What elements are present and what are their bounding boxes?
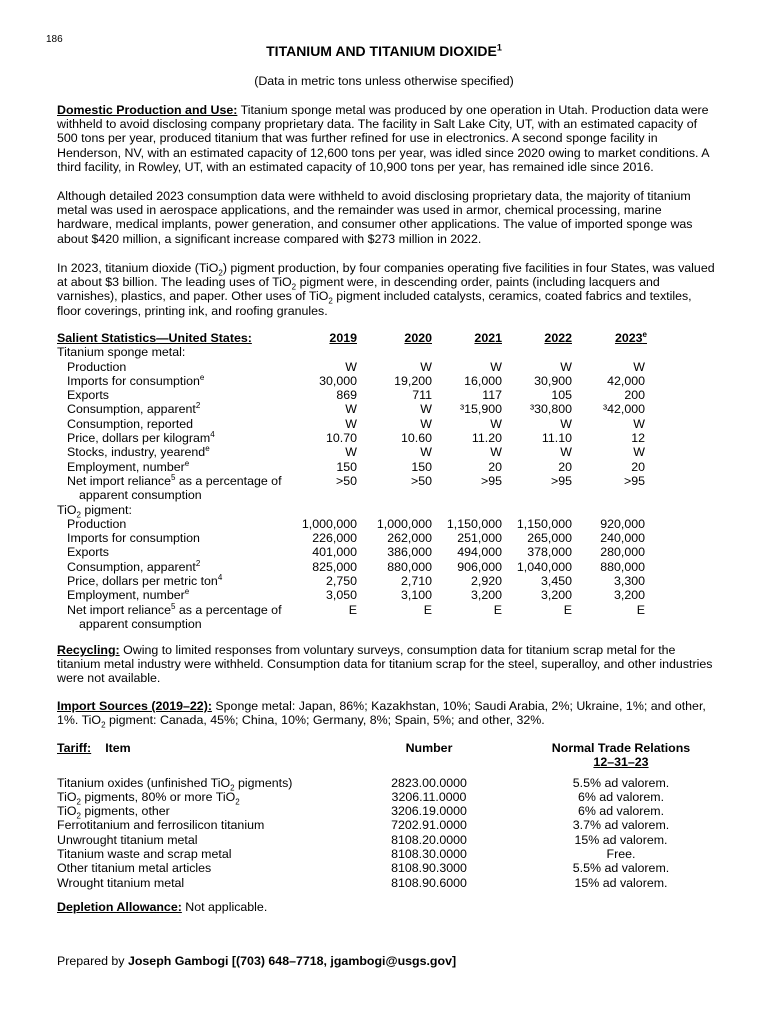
- stat-value: >95: [623, 473, 645, 488]
- tariff-rate: 6% ad valorem.: [577, 789, 665, 804]
- stats-row: [57, 402, 717, 416]
- stat-value: >50: [335, 473, 357, 488]
- stat-value: 150: [411, 459, 432, 474]
- row-label: Consumption, apparent$^2$: [67, 401, 201, 417]
- row-label: Employment, number$^e$: [67, 458, 190, 474]
- stat-value: W: [345, 402, 357, 417]
- salient-statistics-table: [57, 331, 717, 631]
- tariff-number: 8108.20.0000: [391, 832, 467, 847]
- stats-row: [57, 502, 717, 520]
- tariff-row: [57, 804, 717, 821]
- stat-value: 906,000: [457, 559, 502, 574]
- prepared-by: Prepared by Joseph Gambogi [(703) 648–7718, jgambogi@usgs.gov]: [57, 954, 457, 968]
- row-label: Consumption, apparent$^2$: [67, 558, 201, 574]
- stat-value: E: [563, 602, 572, 617]
- stat-value: 920,000: [600, 516, 645, 531]
- stat-value: 117: [482, 388, 502, 403]
- stat-value: ³30,800: [529, 402, 572, 417]
- tariff-rate: 15% ad valorem.: [574, 832, 668, 847]
- tariff-number: 8108.90.3000: [391, 861, 467, 876]
- stat-value: 2,710: [400, 574, 432, 589]
- stat-value: 251,000: [457, 531, 502, 546]
- row-label: Imports for consumption: [67, 531, 200, 546]
- stat-value: 1,040,000: [516, 559, 572, 574]
- stat-value: W: [420, 445, 432, 460]
- stats-row: [57, 531, 717, 545]
- domestic-paragraph-3: In 2023, titanium dioxide (TiO$_2$) pigment production, by four companies operating five facilities in four States, was valued at about $3 billion. The leading uses of TiO$_2$ pigment were, in descending order, paints (including lacquers and varnishes), plastics, and paper. Other uses of TiO$_2$ pigment included catalysts, ceramics, coated fabrics and textiles, floor coverings, printing ink, and roofing granules.: [57, 261, 715, 318]
- stat-value: W: [633, 445, 645, 460]
- depletion-paragraph: Depletion Allowance: Not applicable.: [57, 900, 268, 914]
- stat-value: 30,900: [534, 373, 572, 388]
- tariff-rate: 6% ad valorem.: [577, 804, 665, 819]
- tariff-number: 3206.19.0000: [391, 804, 467, 819]
- stat-value: 3,200: [613, 588, 645, 603]
- stats-row: [57, 431, 717, 445]
- stat-value: 20: [488, 459, 502, 474]
- stats-row: [57, 417, 717, 431]
- stat-value: 10.60: [400, 431, 432, 446]
- stats-row: [57, 474, 717, 488]
- stat-value: 1,000,000: [301, 516, 357, 531]
- tariff-rate: 5.5% ad valorem.: [572, 861, 670, 876]
- tariff-rate: 3.7% ad valorem.: [572, 818, 670, 833]
- stat-value: W: [420, 416, 432, 431]
- row-label: Production: [67, 359, 127, 374]
- year-header: 2020: [404, 331, 432, 345]
- stat-value: 711: [412, 388, 432, 403]
- tariff-heading: Tariff: Item: [57, 741, 131, 755]
- tariff-rate: Free.: [606, 847, 636, 862]
- stat-value: 1,150,000: [516, 516, 572, 531]
- stats-heading: Salient Statistics—United States:: [57, 331, 252, 345]
- stat-value: W: [345, 416, 357, 431]
- stat-value: 30,000: [319, 373, 357, 388]
- stat-value: 386,000: [387, 545, 432, 560]
- tariff-rate: 5.5% ad valorem.: [572, 775, 670, 790]
- stat-value: E: [348, 602, 357, 617]
- tariff-col-date: 12–31–23: [593, 755, 649, 770]
- stat-value: W: [490, 359, 502, 374]
- year-header: 2021: [474, 331, 502, 345]
- tariff-rate: 15% ad valorem.: [574, 875, 668, 890]
- tariff-item: Titanium oxides (unfinished TiO$_2$ pigments): [57, 775, 293, 793]
- year-header: 2022: [544, 331, 572, 345]
- stat-value: 880,000: [600, 559, 645, 574]
- stats-row: [57, 388, 717, 402]
- tariff-col-number: Number: [405, 741, 453, 755]
- tariff-number: 8108.30.0000: [391, 847, 467, 862]
- stat-value: 825,000: [312, 559, 357, 574]
- stat-value: W: [490, 445, 502, 460]
- stat-value: 378,000: [527, 545, 572, 560]
- tariff-row: [57, 847, 717, 861]
- stat-value: 401,000: [312, 545, 357, 560]
- stat-value: 3,050: [325, 588, 357, 603]
- tariff-row: [57, 775, 717, 793]
- tariff-item: TiO$_2$ pigments, 80% or more TiO$_2$: [57, 789, 240, 807]
- stat-value: >95: [480, 473, 502, 488]
- tariff-table: [57, 741, 717, 890]
- stat-value: W: [345, 359, 357, 374]
- stat-value: 150: [336, 459, 357, 474]
- stat-value: W: [490, 416, 502, 431]
- row-label: Price, dollars per kilogram$^4$: [67, 429, 215, 446]
- tariff-item: Ferrotitanium and ferrosilicon titanium: [57, 818, 265, 833]
- tariff-row: [57, 818, 717, 832]
- stat-value: 880,000: [387, 559, 432, 574]
- stat-value: W: [345, 445, 357, 460]
- stats-row: [57, 517, 717, 531]
- stat-value: 200: [624, 388, 645, 403]
- stats-row: [57, 445, 717, 459]
- row-label: Production: [67, 516, 127, 531]
- stats-row: [57, 574, 717, 588]
- tariff-number: 2823.00.0000: [391, 775, 467, 790]
- row-label: Consumption, reported: [67, 416, 194, 431]
- stat-value: W: [633, 359, 645, 374]
- stat-value: >95: [550, 473, 572, 488]
- stats-row: [57, 360, 717, 374]
- tariff-header-row: [57, 741, 717, 755]
- stat-value: E: [423, 602, 432, 617]
- stat-value: 10.70: [325, 431, 357, 446]
- tariff-col-ntr: Normal Trade Relations: [551, 741, 691, 755]
- row-label: Imports for consumption$^e$: [67, 372, 205, 388]
- stat-value: 11.20: [471, 431, 502, 446]
- stats-row: [57, 560, 717, 574]
- stat-value: 3,300: [613, 574, 645, 589]
- stat-value: E: [493, 602, 502, 617]
- stat-value: W: [420, 402, 432, 417]
- row-label: Exports: [67, 388, 110, 403]
- stat-value: 1,000,000: [376, 516, 432, 531]
- tariff-item: TiO$_2$ pigments, other: [57, 804, 170, 821]
- stats-row: [57, 617, 717, 631]
- stat-value: W: [560, 359, 572, 374]
- stat-value: 3,200: [540, 588, 572, 603]
- stat-value: 105: [551, 388, 572, 403]
- stat-value: 11.10: [541, 431, 572, 446]
- row-label: Price, dollars per metric ton$^4$: [67, 572, 223, 589]
- row-label: Stocks, industry, yearend$^e$: [67, 444, 210, 460]
- stat-value: W: [560, 416, 572, 431]
- stat-value: 3,100: [400, 588, 432, 603]
- stats-row: [57, 460, 717, 474]
- page-number: 186: [46, 34, 63, 45]
- row-label-continued: apparent consumption: [79, 488, 202, 503]
- tariff-row: [57, 876, 717, 890]
- stat-value: 16,000: [464, 373, 502, 388]
- stat-value: 1,150,000: [446, 516, 502, 531]
- row-label: Employment, number$^e$: [67, 587, 190, 603]
- domestic-paragraph-2: Although detailed 2023 consumption data were withheld to avoid disclosing proprietary data, the majority of titanium metal was used in aerospace applications, and the remainder was used in armor, chemical processing, marine hardware, medical implants, power generation, and consumer other applications. The value of imported sponge was about $420 million, a significant increase compared with $273 million in 2022.: [57, 189, 693, 246]
- row-label: Net import reliance$^5$ as a percentage of: [67, 472, 282, 488]
- tariff-row: [57, 789, 717, 807]
- stat-value: 2,750: [325, 574, 357, 589]
- stat-value: 226,000: [312, 531, 357, 546]
- stat-value: 19,200: [394, 373, 432, 388]
- stat-value: 280,000: [600, 545, 645, 560]
- stats-row: [57, 345, 717, 359]
- stat-value: 869: [336, 388, 357, 403]
- section-heading: Titanium sponge metal:: [57, 345, 186, 360]
- stats-row: [57, 331, 717, 345]
- tariff-item: Wrought titanium metal: [57, 875, 185, 890]
- stat-value: 20: [558, 459, 572, 474]
- domestic-paragraph-1: Domestic Production and Use: Titanium sponge metal was produced by one operation in Utah. Production data were withheld to avoid disclosing company proprietary data. The facility in Salt Lake City, UT, with an estimated capacity of 500 tons per year, produced titanium that was further refined for use in electronics. A second sponge facility in Henderson, NV, with an estimated capacity of 12,600 tons per year, was idled since 2020 owing to market conditions. A third facility, in Rowley, UT, with an estimated capacity of 10,900 tons per year, has remained idle since 2016.: [57, 103, 709, 174]
- stat-value: ³15,900: [459, 402, 502, 417]
- page-title: TITANIUM AND TITANIUM DIOXIDE$^1$: [266, 42, 502, 59]
- stat-value: 42,000: [607, 373, 645, 388]
- row-label: Exports: [67, 545, 110, 560]
- tariff-row: [57, 833, 717, 847]
- stats-row: [57, 545, 717, 559]
- stat-value: W: [560, 445, 572, 460]
- stat-value: 240,000: [600, 531, 645, 546]
- tariff-number: 3206.11.0000: [391, 789, 467, 804]
- import-sources-paragraph: Import Sources (2019–22): Sponge metal: Japan, 86%; Kazakhstan, 10%; Saudi Arabia, 2%; Ukraine, 1%; and other, 1%. TiO$_2$ pigment: Canada, 45%; China, 10%; Germany, 8%; Spain, 5%; and other, 32%.: [57, 699, 706, 730]
- stat-value: 12: [631, 431, 645, 446]
- year-header: 2023e: [614, 329, 647, 345]
- stats-row: [57, 374, 717, 388]
- row-label: Net import reliance$^5$ as a percentage of: [67, 601, 282, 617]
- section-heading: TiO$_2$ pigment:: [57, 502, 132, 520]
- stat-value: 265,000: [527, 531, 572, 546]
- tariff-number: 8108.90.6000: [391, 875, 467, 890]
- stat-value: W: [420, 359, 432, 374]
- stat-value: 262,000: [387, 531, 432, 546]
- stat-value: W: [633, 416, 645, 431]
- stats-row: [57, 488, 717, 502]
- recycling-paragraph: Recycling: Owing to limited responses from voluntary surveys, consumption data for titanium scrap metal for the titanium metal industry were withheld. Consumption data for titanium scrap for the steel, superalloy, and other industries were not available.: [57, 643, 713, 686]
- stat-value: ³42,000: [602, 402, 645, 417]
- year-header: 2019: [329, 331, 357, 345]
- stats-row: [57, 603, 717, 617]
- stat-value: 20: [631, 459, 645, 474]
- stat-value: >50: [410, 473, 432, 488]
- tariff-item: Other titanium metal articles: [57, 861, 212, 876]
- tariff-number: 7202.91.0000: [391, 818, 467, 833]
- page-subtitle: (Data in metric tons unless otherwise specified): [254, 74, 514, 88]
- stat-value: E: [636, 602, 645, 617]
- stat-value: 494,000: [457, 545, 502, 560]
- stat-value: 3,450: [540, 574, 572, 589]
- row-label-continued: apparent consumption: [79, 616, 202, 631]
- tariff-item: Titanium waste and scrap metal: [57, 847, 232, 862]
- stats-row: [57, 588, 717, 602]
- tariff-item: Unwrought titanium metal: [57, 832, 198, 847]
- tariff-row: [57, 861, 717, 875]
- tariff-date-row: [57, 755, 717, 769]
- stat-value: 3,200: [470, 588, 502, 603]
- stat-value: 2,920: [470, 574, 502, 589]
